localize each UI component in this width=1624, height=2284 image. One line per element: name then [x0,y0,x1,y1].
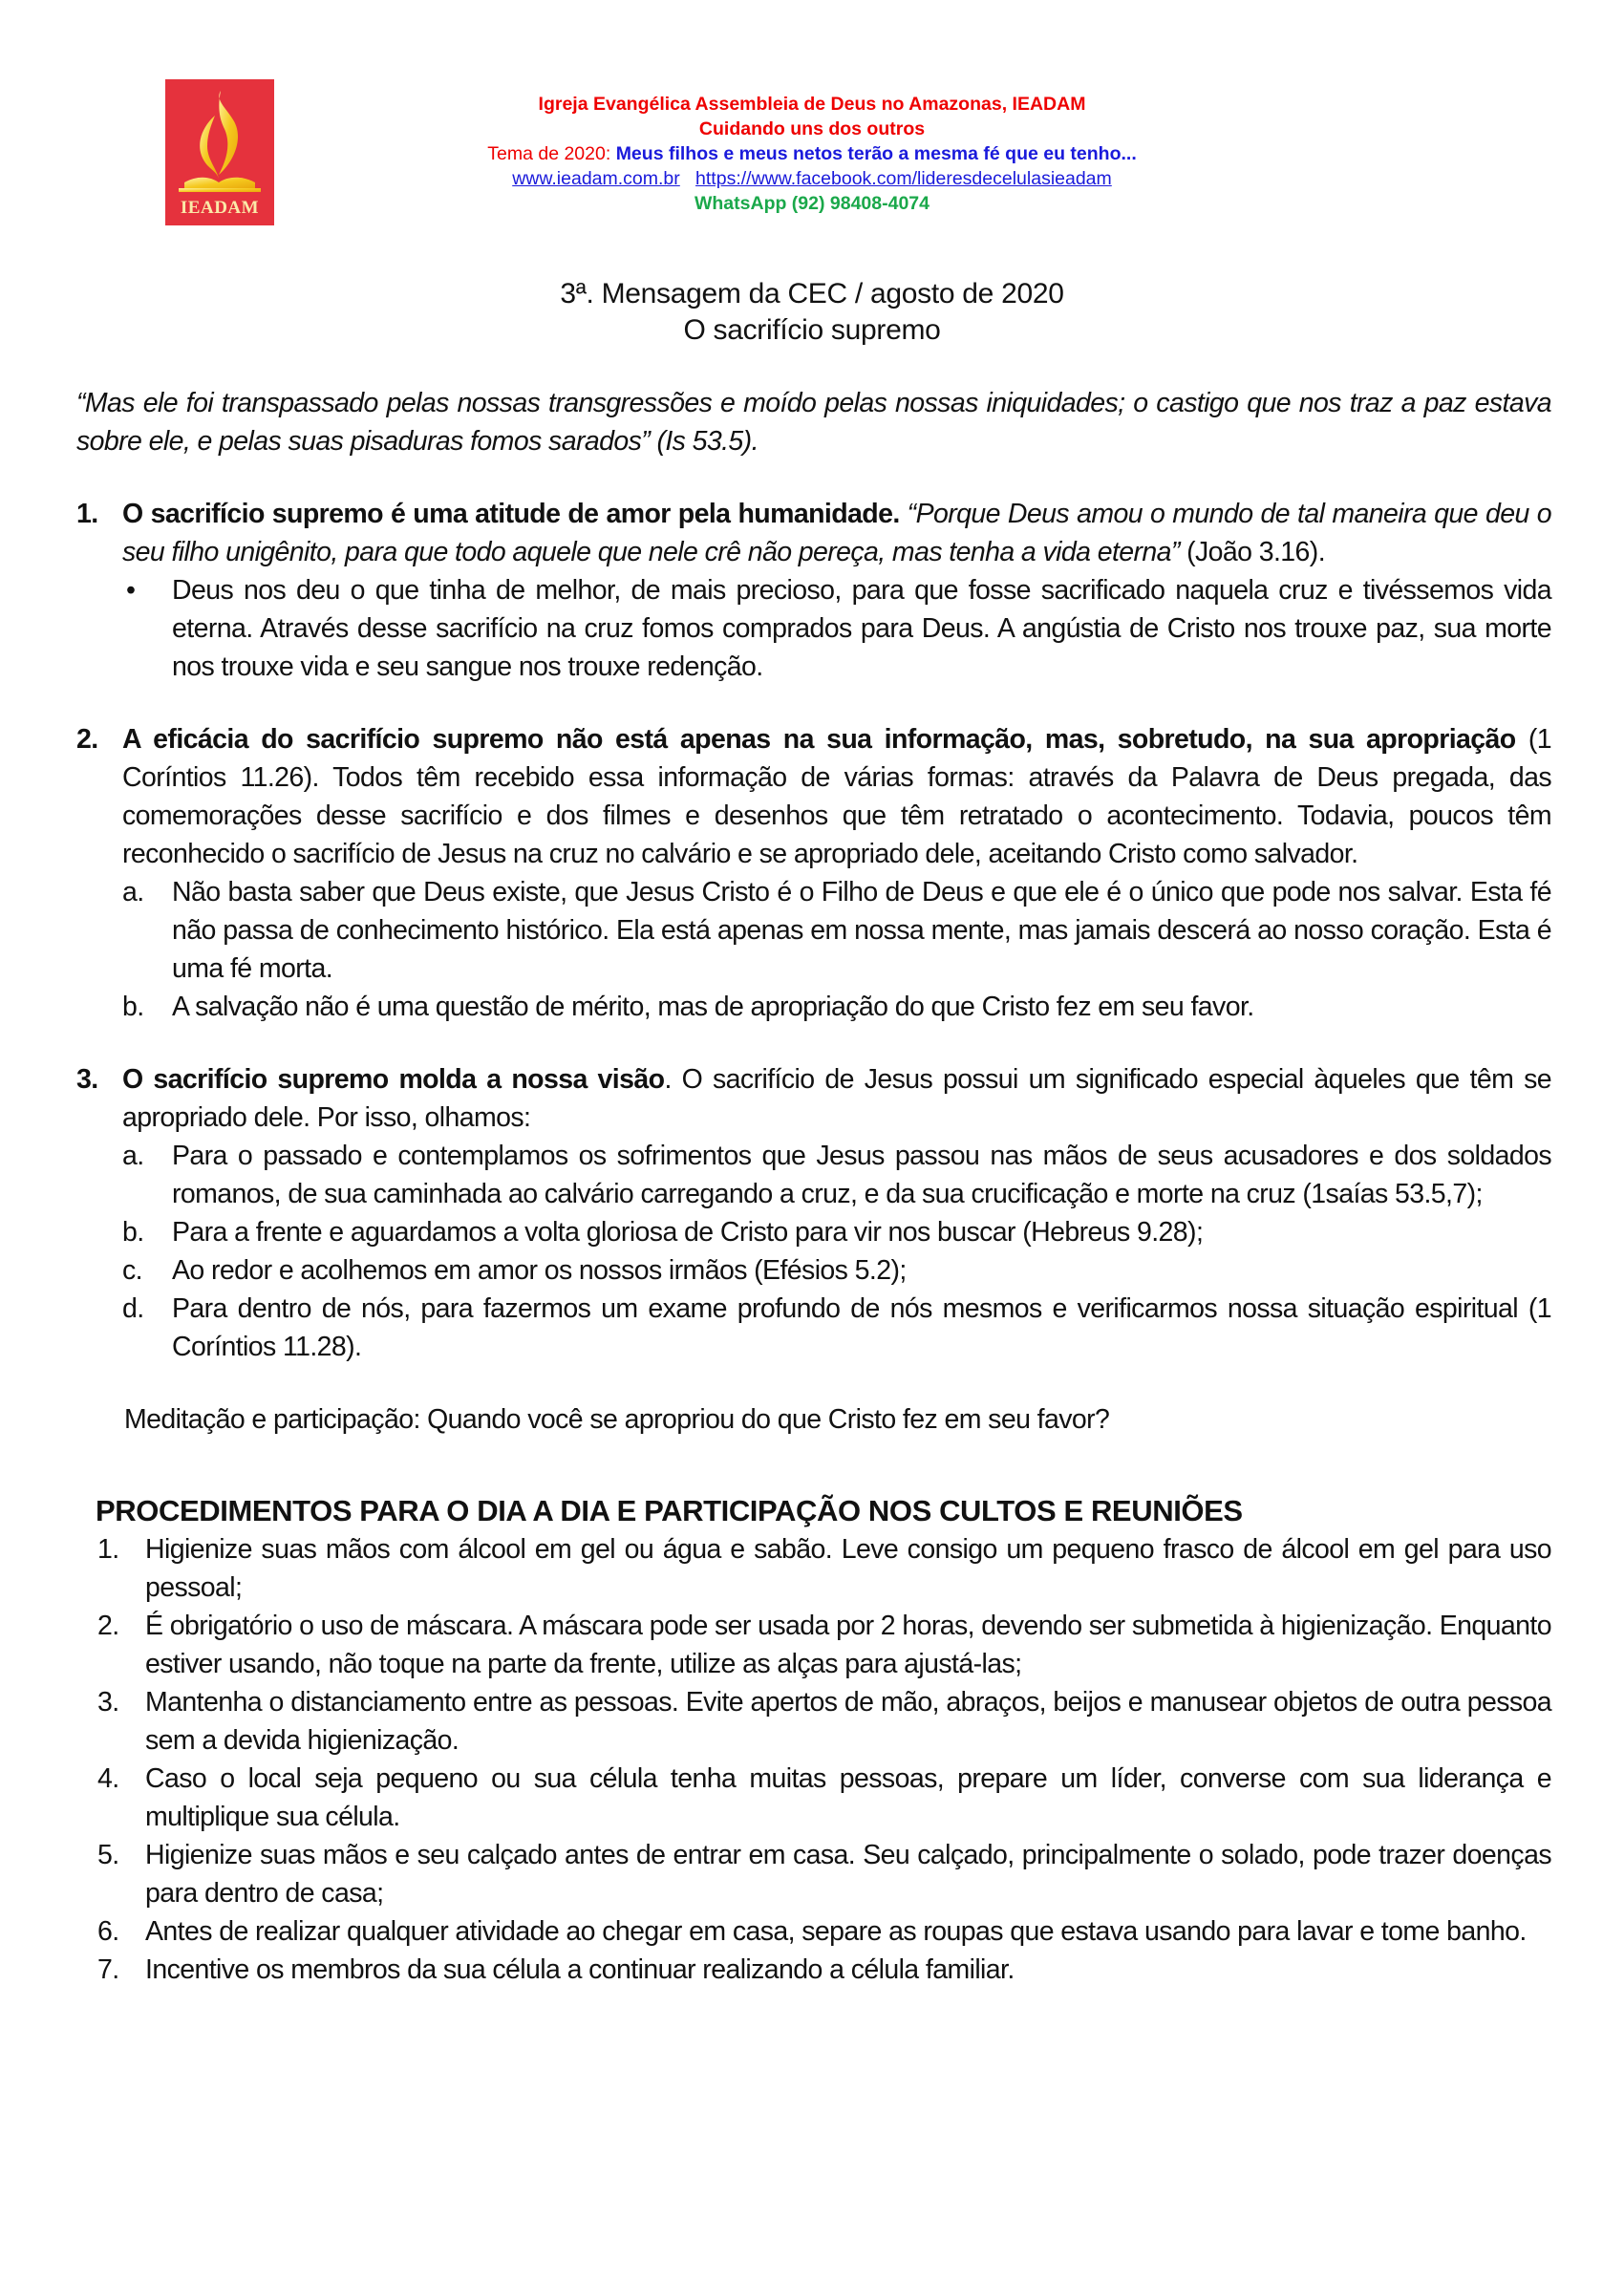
procedure-text: Caso o local seja pequeno ou sua célula tenha muitas pessoas, prepare um líder, converse com sua liderança e multiplique sua célula. [145,1763,1551,1832]
section-title: O sacrifício supremo é uma atitude de amor pela humanidade. [122,499,900,529]
section-number: 2. [76,724,98,755]
theme-line [287,141,1337,166]
section-number: 3. [76,1064,98,1095]
section-number: 1. [76,499,98,529]
section-quote: “Porque Deus amou o mundo de tal maneira que deu o seu filho unigênito, para que todo aquele que nele crê não pereça, mas tenha a vida eterna” [122,499,1551,567]
procedure-item [76,1760,1551,1836]
document-body [76,384,1551,1989]
procedure-number: 3. [97,1687,119,1718]
links-line [287,166,1337,191]
procedure-text: Incentive os membros da sua célula a continuar realizando a célula familiar. [145,1954,1015,1985]
flame-book-logo-icon [165,79,274,198]
procedure-number: 6. [97,1916,119,1947]
sub-item-text: Para o passado e contemplamos os sofrimentos que Jesus passou nas mãos de seus acusadores e dos soldados romanos, de sua caminhada ao calvário carregando a cruz, e da sua crucificação e morte na cruz (1saías 53.5,7); [172,1141,1551,1209]
procedure-number: 7. [97,1954,119,1985]
section-heading [76,495,1551,571]
sub-item-label: c. [122,1255,142,1286]
procedure-item [76,1683,1551,1760]
section-text: . O sacrifício de Jesus possui um significado especial àqueles que têm se apropriado dele. Por isso, olhamos: [122,1064,1551,1133]
sub-item [76,988,1551,1026]
page-header [287,92,1337,216]
facebook-link[interactable]: https://www.facebook.com/lideresdecelulasieadam [695,168,1112,189]
epigraph-quote: “Mas ele foi transpassado pelas nossas transgressões e moído pelas nossas iniquidades; o castigo que nos traz a paz estava sobre ele, e pelas suas pisaduras fomos sarados” (Is 53.5). [76,388,1551,457]
bullet-icon: • [126,575,136,606]
document-title [0,276,1624,349]
procedure-text: Antes de realizar qualquer atividade ao chegar em casa, separe as roupas que estava usando para lavar e tome banho. [145,1916,1527,1947]
logo-text: IEADAM [180,198,260,218]
section-title: A eficácia do sacrifício supremo não está apenas na sua informação, mas, sobretudo, na sua apropriação [122,724,1516,755]
procedure-item [76,1607,1551,1683]
sub-item [76,1137,1551,1213]
procedure-text: Higienize suas mãos e seu calçado antes de entrar em casa. Seu calçado, principalmente o solado, pode trazer doenças para dentro de casa; [145,1840,1551,1909]
motto: Cuidando uns dos outros [698,118,926,139]
section-3 [76,1060,1551,1366]
sub-item-text: Para dentro de nós, para fazermos um exame profundo de nós mesmos e verificarmos nossa situação espiritual (1 Coríntios 11.28). [172,1293,1551,1362]
procedure-number: 1. [97,1534,119,1565]
procedure-text: Mantenha o distanciamento entre as pessoas. Evite apertos de mão, abraços, beijos e manusear objetos de outra pessoa sem a devida higienização. [145,1687,1551,1756]
sub-item-label: b. [122,1217,144,1248]
sub-item-label: b. [122,992,144,1022]
bullet-item [76,571,1551,686]
section-heading [76,720,1551,873]
sub-item-text: A salvação não é uma questão de mérito, mas de apropriação do que Cristo fez em seu favor. [172,992,1254,1022]
procedure-number: 5. [97,1840,119,1870]
procedure-text: Higienize suas mãos com álcool em gel ou água e sabão. Leve consigo um pequeno frasco de álcool em gel para uso pessoal; [145,1534,1551,1603]
section-title: O sacrifício supremo molda a nossa visão [122,1064,665,1095]
sub-item [76,873,1551,988]
site-link[interactable]: www.ieadam.com.br [512,168,680,189]
procedure-text: É obrigatório o uso de máscara. A máscara pode ser usada por 2 horas, devendo ser submetida à higienização. Enquanto estiver usando, não toque na parte da frente, utilize as alças para ajustá-las; [145,1611,1551,1679]
procedure-item [76,1836,1551,1912]
whatsapp-contact: WhatsApp (92) 98408-4074 [694,193,930,214]
org-name: Igreja Evangélica Assembleia de Deus no Amazonas, IEADAM [538,94,1086,115]
title-line-2: O sacrifício supremo [683,314,941,346]
procedures-list [76,1530,1551,1989]
section-2 [76,720,1551,1026]
procedure-number: 4. [97,1763,119,1794]
section-text: (1 Coríntios 11.26). Todos têm recebido essa informação de várias formas: através da Palavra de Deus pregada, das comemorações desse sacrifício e dos filmes e desenhos que têm retratado o acontecimento. Todavia, poucos têm reconhecido o sacrifício de Jesus na cruz no calvário e se apropriado dele, aceitando Cristo como salvador. [122,724,1551,869]
sub-item-label: a. [122,1141,144,1171]
procedures-title: PROCEDIMENTOS PARA O DIA A DIA E PARTICIPAÇÃO NOS CULTOS E REUNIÕES [96,1494,1243,1527]
sub-item-text: Ao redor e acolhemos em amor os nossos irmãos (Efésios 5.2); [172,1255,907,1286]
section-text: (João 3.16). [1179,537,1326,567]
sub-item-text: Para a frente e aguardamos a volta gloriosa de Cristo para vir nos buscar (Hebreus 9.28); [172,1217,1204,1248]
procedure-item [76,1951,1551,1989]
sub-item [76,1290,1551,1366]
sub-item [76,1213,1551,1251]
procedure-item [76,1530,1551,1607]
ieadam-logo [165,79,274,225]
sub-item-text: Não basta saber que Deus existe, que Jesus Cristo é o Filho de Deus e que ele é o único que pode nos salvar. Esta fé não passa de conhecimento histórico. Ela está apenas em nossa mente, mas jamais descerá ao nosso coração. Esta é uma fé morta. [172,877,1551,984]
theme-label: Tema de 2020: [487,143,611,164]
section-heading [76,1060,1551,1137]
title-line-1: 3ª. Mensagem da CEC / agosto de 2020 [560,278,1064,310]
sub-item-label: a. [122,877,144,907]
theme-value: Meus filhos e meus netos terão a mesma fé que eu tenho... [615,143,1137,164]
sub-item-label: d. [122,1293,144,1324]
procedure-number: 2. [97,1611,119,1641]
section-1 [76,495,1551,686]
bullet-text: Deus nos deu o que tinha de melhor, de mais precioso, para que fosse sacrificado naquela cruz e tivéssemos vida eterna. Através desse sacrifício na cruz fomos comprados para Deus. A angústia de Cristo nos trouxe paz, sua morte nos trouxe vida e seu sangue nos trouxe redenção. [172,575,1551,682]
meditation-question: Meditação e participação: Quando você se apropriou do que Cristo fez em seu favor? [124,1404,1110,1435]
procedure-item [76,1912,1551,1951]
sub-item [76,1251,1551,1290]
